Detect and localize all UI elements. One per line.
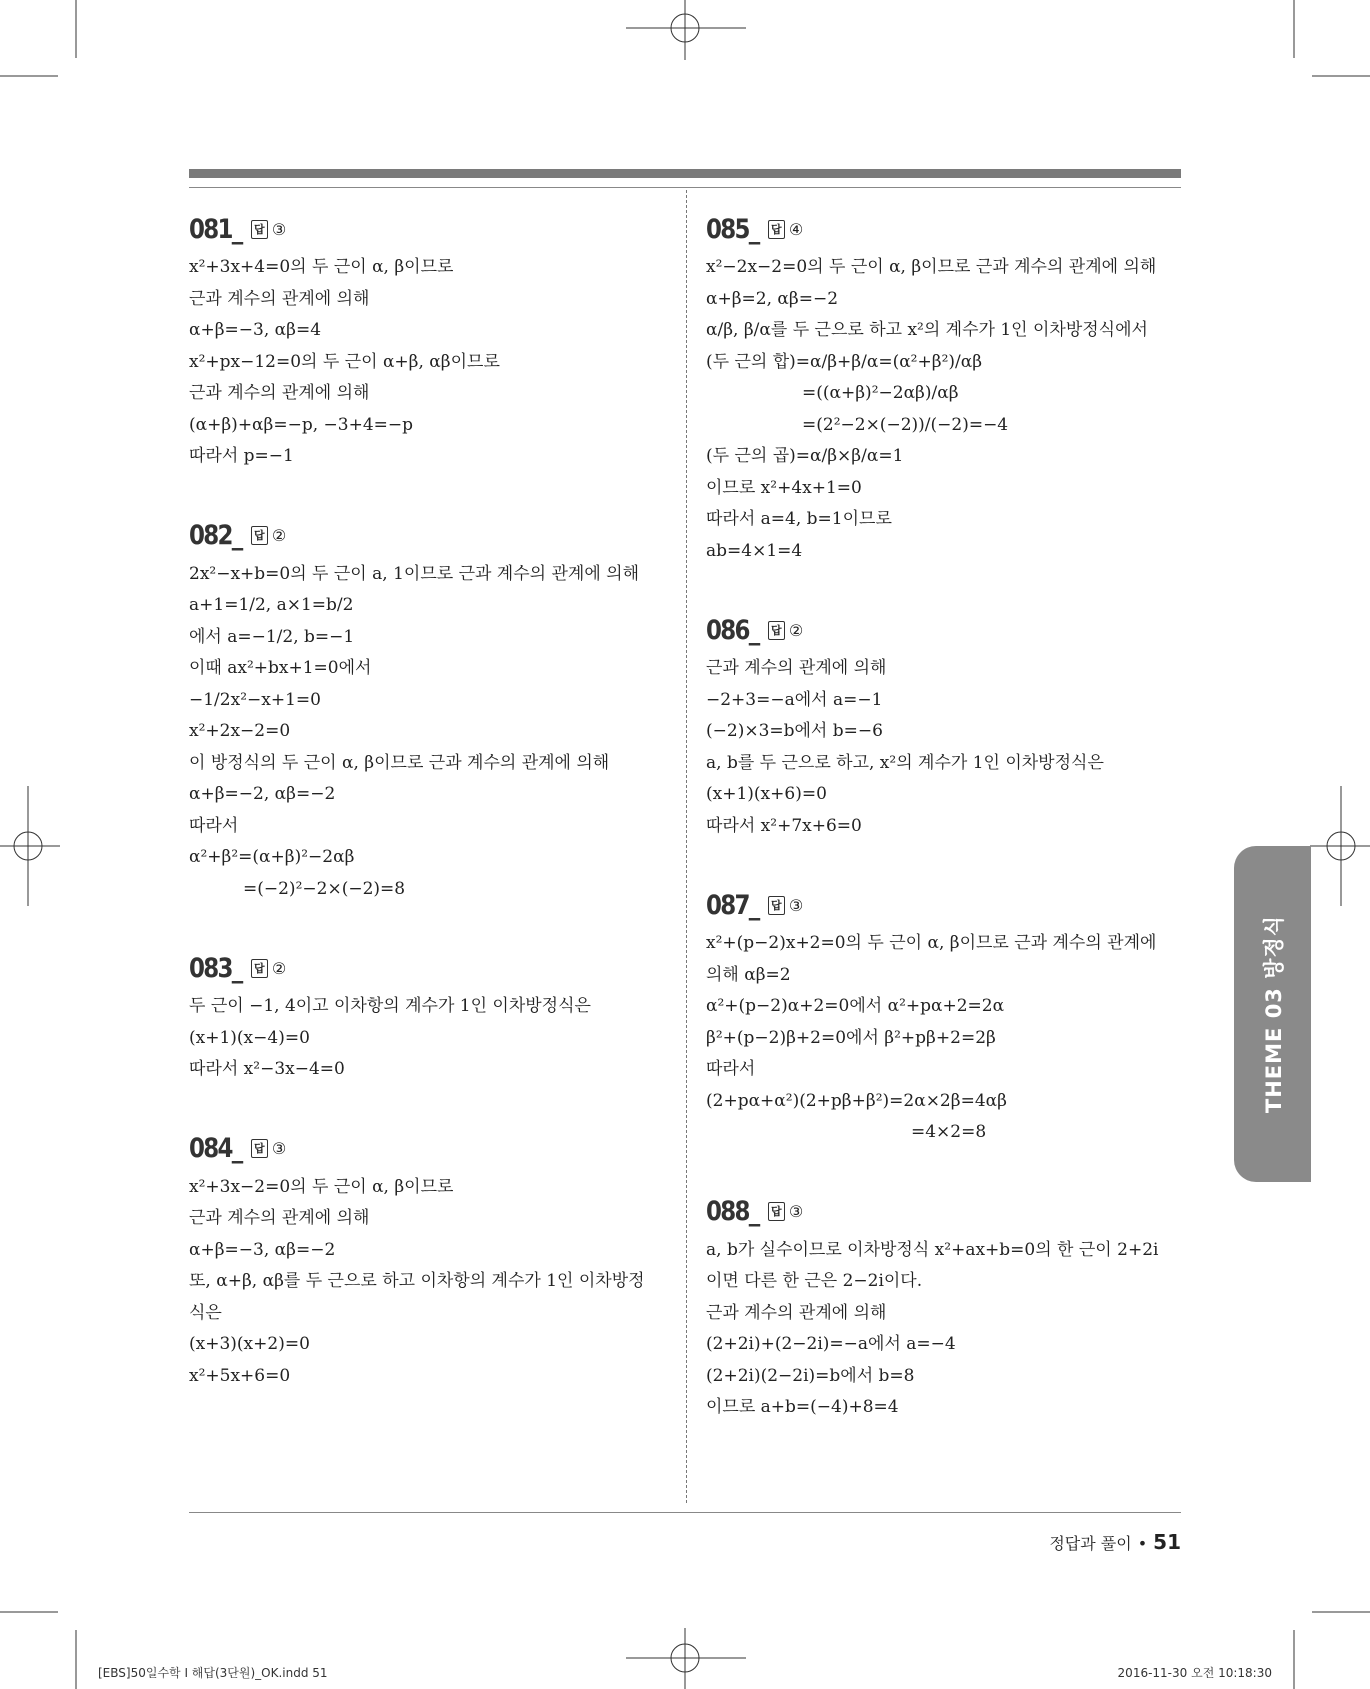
solution-line: (2+2i)(2−2i)=b에서 b=8 [706, 1365, 915, 1386]
solution-line: 의해 αβ=2 [706, 964, 791, 985]
problem-number: 082_ [189, 520, 242, 551]
answer-choice: ③ [788, 1202, 804, 1221]
problem-block [706, 611, 1184, 842]
problem-block [189, 210, 667, 473]
problem-number: 085_ [706, 213, 759, 245]
problem-number: 081_ [189, 213, 242, 245]
solution-line: 따라서 p=−1 [189, 446, 294, 466]
footer-rule [189, 1512, 1181, 1513]
solution-line: =(−2)²−2×(−2)=8 [243, 878, 406, 899]
solution-line: 따라서 [706, 1059, 756, 1079]
problem-block [189, 517, 667, 906]
header-rule [189, 187, 1181, 188]
solution-line: (2+2i)+(2−2i)=−a에서 a=−4 [706, 1334, 956, 1354]
problem-header [706, 1193, 1184, 1231]
solution-line: α/β, β/α를 두 근으로 하고 x²의 계수가 1인 이차방정식에서 [706, 320, 1148, 340]
solution-line: x²+5x+6=0 [189, 1365, 291, 1386]
answer-choice: ③ [271, 219, 287, 239]
solution-line: 2x²−x+b=0의 두 근이 a, 1이므로 근과 계수의 관계에 의해 [189, 563, 639, 584]
left-column [189, 210, 667, 1436]
page-number: 51 [1153, 1530, 1181, 1554]
answer-badge: 답 [768, 1202, 785, 1221]
answer-badge: 답 [251, 220, 268, 239]
answer-badge: 답 [251, 526, 268, 545]
answer-choice: ③ [788, 895, 804, 915]
problem-block [706, 1193, 1184, 1424]
solution-line: β²+(p−2)β+2=0에서 β²+pβ+2=2β [706, 1027, 996, 1048]
solution-line: a, b를 두 근으로 하고, x²의 계수가 1인 이차방정식은 [706, 752, 1104, 773]
solution-line: (두 근의 합)=α/β+β/α=(α²+β²)/αβ [706, 351, 983, 372]
solution-line: 이므로 x²+4x+1=0 [706, 477, 862, 498]
solution-line: α+β=2, αβ=−2 [706, 288, 839, 309]
solution-line: −2+3=−a에서 a=−1 [706, 689, 883, 710]
solution-line: 두 근이 −1, 4이고 이차항의 계수가 1인 이차방정식은 [189, 996, 591, 1016]
problem-header [189, 210, 667, 248]
answer-choice: ② [271, 958, 287, 978]
header-bar [189, 169, 1181, 178]
solution-line: 근과 계수의 관계에 의해 [706, 1302, 887, 1323]
footer-section: 정답과 풀이 [1049, 1534, 1132, 1553]
solution-line: a, b가 실수이므로 이차방정식 x²+ax+b=0의 한 근이 2+2i [706, 1239, 1159, 1260]
answer-choice: ② [271, 526, 287, 545]
solution-line: α²+β²=(α+β)²−2αβ [189, 847, 355, 867]
problem-number: 088_ [706, 1196, 759, 1227]
problem-header [189, 517, 667, 555]
solution-line: 에서 a=−1/2, b=−1 [189, 626, 355, 647]
solution-line: x²+3x+4=0의 두 근이 α, β이므로 [189, 257, 454, 277]
problem-number: 083_ [189, 952, 242, 984]
right-column [706, 210, 1184, 1468]
solution-line: α+β=−3, αβ=4 [189, 320, 322, 340]
solution-line: =(2²−2×(−2))/(−2)=−4 [802, 414, 1009, 435]
solution-line: 따라서 x²−3x−4=0 [189, 1059, 345, 1079]
side-tab-label: THEME 03 방정식 [1261, 914, 1286, 1114]
solution-line: 식은 [189, 1302, 222, 1323]
problem-block [189, 949, 667, 1086]
answer-choice: ④ [788, 219, 804, 239]
solution-line: (x+1)(x−4)=0 [189, 1027, 310, 1048]
answer-badge: 답 [251, 959, 268, 978]
solution-line: 따라서 x²+7x+6=0 [706, 815, 862, 836]
solution-line: α+β=−3, αβ=−2 [189, 1239, 336, 1260]
answer-choice: ③ [271, 1139, 287, 1158]
slug-filename: [EBS]50일수학 I 해답(3단원)_OK.indd 51 [98, 1666, 328, 1680]
solution-line: 따라서 a=4, b=1이므로 [706, 509, 892, 529]
solution-line: ab=4×1=4 [706, 540, 803, 561]
page-footer [1049, 1530, 1181, 1554]
footer-bullet: • [1137, 1534, 1148, 1553]
problem-block [189, 1130, 667, 1393]
solution-line: 근과 계수의 관계에 의해 [706, 658, 887, 678]
problem-header [189, 949, 667, 987]
answer-badge: 답 [768, 220, 785, 239]
problem-header [706, 611, 1184, 649]
solution-line: α²+(p−2)α+2=0에서 α²+pα+2=2α [706, 996, 1005, 1016]
answer-badge: 답 [768, 621, 785, 640]
problem-block [706, 210, 1184, 567]
solution-line: x²+2x−2=0 [189, 721, 291, 741]
solution-line: 근과 계수의 관계에 의해 [189, 288, 370, 309]
problem-number: 086_ [706, 614, 759, 646]
solution-line: x²+(p−2)x+2=0의 두 근이 α, β이므로 근과 계수의 관계에 [706, 933, 1157, 953]
solution-line: 따라서 [189, 815, 239, 836]
problem-header [706, 886, 1184, 924]
answer-badge: 답 [251, 1139, 268, 1158]
slug-timestamp: 2016-11-30 오전 10:18:30 [1117, 1666, 1272, 1680]
solution-line: (−2)×3=b에서 b=−6 [706, 721, 883, 741]
solution-line: (x+3)(x+2)=0 [189, 1334, 310, 1354]
column-divider [686, 190, 687, 1503]
solution-line: x²−2x−2=0의 두 근이 α, β이므로 근과 계수의 관계에 의해 [706, 257, 1157, 277]
answer-badge: 답 [768, 896, 785, 915]
solution-line: x²+3x−2=0의 두 근이 α, β이므로 [189, 1176, 454, 1197]
solution-line: (두 근의 곱)=α/β×β/α=1 [706, 446, 904, 466]
solution-line: =4×2=8 [911, 1122, 987, 1142]
solution-line: (2+pα+α²)(2+pβ+β²)=2α×2β=4αβ [706, 1090, 1007, 1111]
solution-line: 이면 다른 한 근은 2−2i이다. [706, 1271, 923, 1291]
solution-line: 또, α+β, αβ를 두 근으로 하고 이차항의 계수가 1인 이차방정 [189, 1271, 645, 1291]
solution-line: 이때 ax²+bx+1=0에서 [189, 658, 372, 678]
problem-header [706, 210, 1184, 248]
problem-header [189, 1130, 667, 1168]
solution-line: (x+1)(x+6)=0 [706, 784, 827, 804]
solution-line: −1/2x²−x+1=0 [189, 689, 321, 710]
solution-line: (α+β)+αβ=−p, −3+4=−p [189, 414, 414, 435]
solution-line: 이므로 a+b=(−4)+8=4 [706, 1397, 899, 1417]
solution-line: 근과 계수의 관계에 의해 [189, 1208, 370, 1228]
solution-line: 이 방정식의 두 근이 α, β이므로 근과 계수의 관계에 의해 [189, 752, 610, 773]
side-tab [1234, 846, 1311, 1182]
solution-line: x²+px−12=0의 두 근이 α+β, αβ이므로 [189, 351, 500, 372]
answer-choice: ② [788, 620, 804, 640]
problem-number: 084_ [189, 1133, 242, 1164]
solution-line: =((α+β)²−2αβ)/αβ [802, 383, 959, 403]
problem-block [706, 886, 1184, 1149]
solution-line: a+1=1/2, a×1=b/2 [189, 595, 354, 615]
problem-number: 087_ [706, 889, 759, 921]
solution-line: 근과 계수의 관계에 의해 [189, 383, 370, 403]
solution-line: α+β=−2, αβ=−2 [189, 784, 336, 804]
